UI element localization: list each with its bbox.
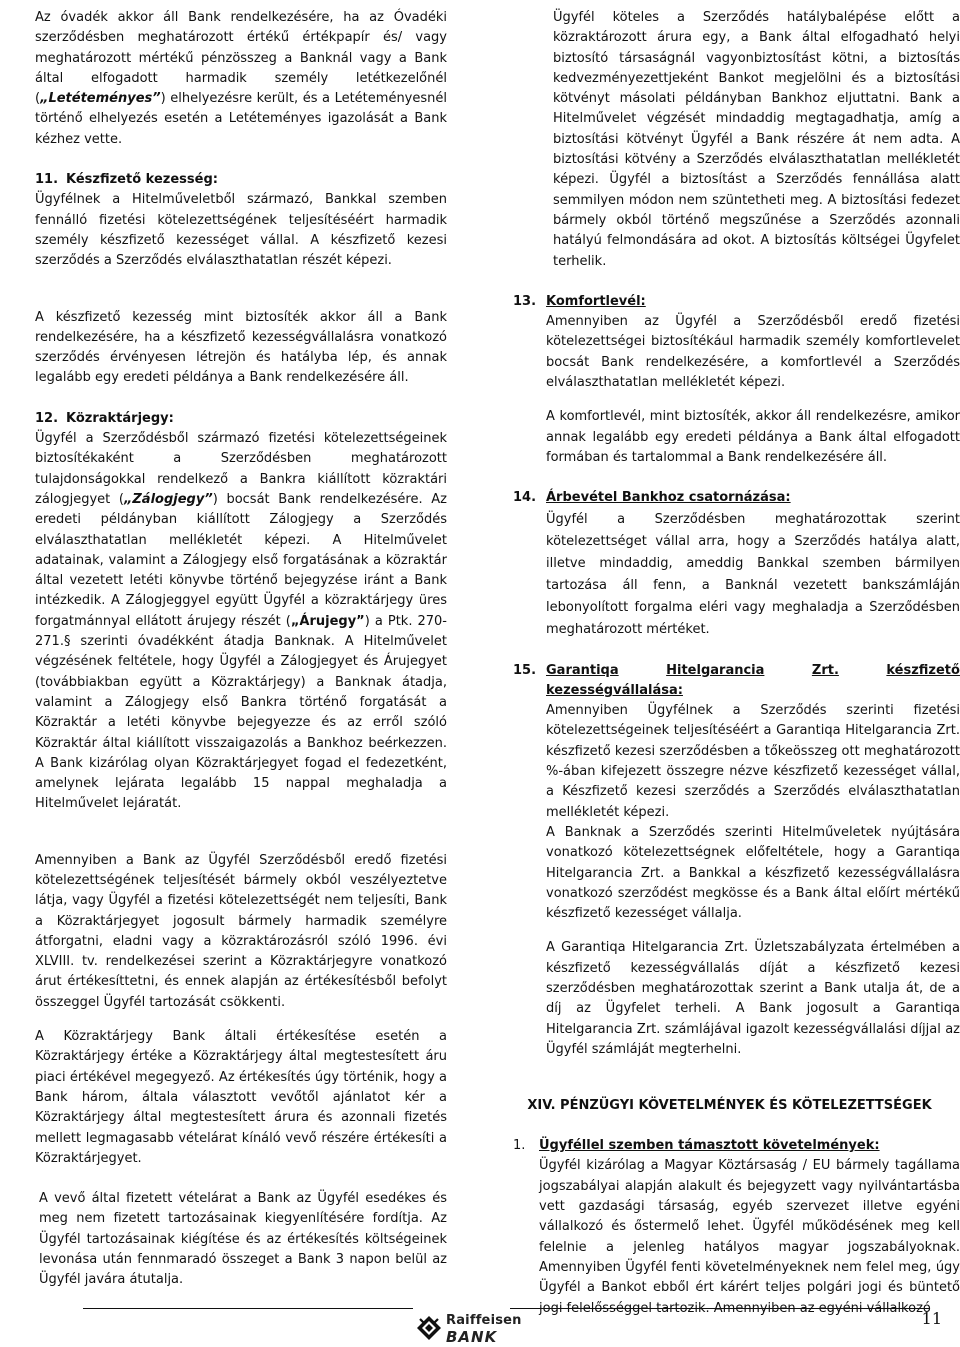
section-heading: Közraktárjegy: <box>66 410 174 426</box>
paragraph-kozraktarjegy-1: Ügyfél a Szerződésből származó fizetési kötelezettségeinek biztosítékaként a Szerződésben meghatározott tulajdonságokkal rendelkező a Bankra kiállított közraktári zálogjegyet („Zálogjegy”) bocsát Bank rendelkezésére. Az eredeti példányban kiállított Zálogjegy a Szerződés elválaszthatatlan mellékletét képezi. A Hitelművelet adatainak, valamint a Zálogjegy első forgatásának a közraktár által vezetett letéti könyvbe történő bejegyzése iránt a Bank intézkedik. A Zálogjeggyel együtt Ügyfél a közraktárjegy üres forgatmánnyal ellátott árujegy részét („Árujegy”) a Ptk. 270-271.§ szerinti óvadékként átadja Banknak. A Hitelművelet végzésének feltétele, hogy Ügyfél a Zálogjegyet és Árujegyet (továbbiakban együtt a Közraktárjegy) a Banknak átadja, valamint a Zálogjegy első Bankra történő forgatását a Közraktár a letéti könyvbe bejegyezze és az erről szóló Közraktár által kiállított visszaigazolás a Bankhoz beérkezzen. A Bank kizárólag olyan Közraktárjegyet fogad el fedezetként, amelynek lejárata legalább 15 nappal meghaladja a Hitelművelet lejáratát. <box>35 431 447 812</box>
section-number: 1. <box>513 1138 526 1154</box>
logo-text-raiffeisen: Raiffeisen <box>446 1313 522 1328</box>
paragraph-komfortlevel-2: A komfortlevél, mint biztosíték, akkor áll rendelkezésre, amikor annak legalább egy eredeti példánya a Bank által elfogadott formában és tartalommal a Bank rendelkezésére áll. <box>546 409 960 465</box>
section-14 <box>513 488 960 508</box>
paragraph-garantiqa-2: A Banknak a Szerződés szerinti Hitelműveletek nyújtására vonatkozó kötelezettségnek előfeltétele, hogy a Garantiqa Hitelgarancia Zrt. a Bankkal a készfizető kezességvállalásra vonatkozó szerződést megkösse és a Bank által előírt mértékű készfizető kezességet vállalja. <box>546 824 960 922</box>
footer-rule-right <box>510 1308 930 1309</box>
raiffeisen-logo <box>416 1313 522 1347</box>
logo-text-bank: BANK <box>446 1328 498 1346</box>
section-15 <box>513 661 960 702</box>
section-heading: Komfortlevél: <box>546 293 646 309</box>
paragraph-komfortlevel-1: Amennyiben az Ügyfél a Szerződésből eredő fizetési kötelezettségei biztosítékául harmadik személy komfortlevelet bocsát Bank rendelkezésére, a komfortlevél a Szerződés elválaszthatatlan mellékletét képezi. <box>546 314 960 391</box>
section-heading: Garantiqa Hitelgarancia Zrt. készfizető <box>546 662 960 678</box>
section-number: 12. <box>35 410 59 426</box>
left-column <box>35 8 447 1291</box>
section-heading: Ügyféllel szemben támasztott követelmények: <box>539 1138 880 1154</box>
paragraph-kozraktarjegy-3: A Közraktárjegy Bank általi értékesítése esetén a Közraktárjegy értéke a Közraktárjegy által megtestesített áru piaci értékével megegyező. Az értékesítés úgy történik, hogy a Bank három, általa választott vevőtől ajánlatot kér a Közraktárjegy által megtestesített árura és azonnali fizetés mellett legmagasabb vételárat kínáló vevő részére értékesíti a Közraktárjegyet. <box>35 1029 447 1166</box>
paragraph-ugyfel-kovetelmenyek: Ügyfél kizárólag a Magyar Köztársaság / EU bármely tagállama jogszabályai alapján alakult és bejegyzett vagy nyilvántartásba vett gazdasági társaság, egyéb szervezet illetve egyéni vállalkozó és őstermelő lehet. Ügyfél működésének meg kell felelnie a jelenleg hatályos magyar jogszabályoknak. Amennyiben Ügyfél fenti követelményeknek nem felel meg, úgy Ügyfél a Bankot ebből ért kárért teljes polgári jogi és büntető jogi felelősséggel tartozik. Amennyiben az egyéni vállalkozó <box>539 1158 960 1316</box>
paragraph-kezesseg-2: A készfizető kezesség mint biztosíték akkor áll a Bank rendelkezésére, ha a készfizető kezességvállalásra vonatkozó szerződés érvényesen létrejön és hatályba lép, és annak legalább egy eredeti példánya a Bank rendelkezésére áll. <box>35 309 447 386</box>
section-number: 15. <box>513 662 537 678</box>
section-number: 14. <box>513 490 537 506</box>
section-heading: Árbevétel Bankhoz csatornázása: <box>546 490 791 506</box>
section-number: 11. <box>35 172 59 188</box>
paragraph-biztositas: Ügyfél köteles a Szerződés hatálybalépése előtt a közraktározott árura egy, a Bank által elfogadható helyi biztosító társaságnál vagyonbiztosítást kötni, a biztosítás kedvezményezettjeként Bankot megjelölni és a biztosítási kötvényt másolati példányban Bankhoz eljuttatni. Bank a Hitelművelet végzését mindaddig megtagadhatja, amíg a biztosítási kötvényt Ügyfél a Bank részére át nem adta. A biztosítási kötvény a Szerződés elválaszthatatlan mellékletét képezi. Ügyfél a biztosítást a Szerződés fennállása alatt semmilyen módon nem szüntetheti meg. A biztosítási fedezet bármely okból történő megszűnése a Szerződés azonnali hatályú felmondására ad okot. A biztosítás költségei Ügyfelet terhelik. <box>553 10 960 269</box>
paragraph-kozraktarjegy-2: Amennyiben a Bank az Ügyfél Szerződésből eredő fizetési kötelezettségének teljesítését bármely okból veszélyeztetve látja, vagy Ügyfél a fizetési kötelezettségét nem teljesíti, Bank a Közraktárjegyet jogosult bármely harmadik személyre átforgatni, eladni vagy a közraktározásról szóló 1996. évi XLVIII. tv. rendelkezései szerint a Közraktárjegyre vonatkozó árut értékesíttetni, és ennek alapján az értékesítésből befolyt összeggel Ügyfél tartozását csökkenti. <box>35 852 447 1010</box>
section-heading: Készfizető kezesség: <box>66 172 218 188</box>
section-11 <box>35 170 447 190</box>
section-number: 13. <box>513 293 537 309</box>
footer-rule-left <box>83 1308 413 1309</box>
raiffeisen-horse-heads-icon <box>416 1315 442 1341</box>
paragraph-kozraktarjegy-4: A vevő által fizetett vételárat a Bank az Ügyfél esedékes és meg nem fizetett tartozásainak kiegyenlítésére fordítja. Az Ügyfél tartozásainak kiégítése és az értékesítés költségeinek levonása után fennmaradó összeget a Bank 3 napon belül az Ügyfél javára átutalja. <box>39 1191 447 1288</box>
paragraph-garantiqa-1: Amennyiben Ügyfélnek a Szerződés szerinti fizetési kötelezettségeinek teljesítéséért a Garantiqa Hitelgarancia Zrt. készfizető kezesi szerződésben a tőkeösszeg ott meghatározott %-ában kifejezett összegre nézve készfizető kezességet vállal, a Készfizető kezesi szerződés a Szerződés elválaszthatatlan mellékletét képezi. <box>546 703 960 820</box>
paragraph-ovadek: Az óvadék akkor áll Bank rendelkezésére, ha az Óvadéki szerződésben meghatározott értékű értékpapír és/ vagy meghatározott mértékű pénzösszeg a Banknál vagy a Bank által elfogadott harmadik személy letétkezelőnél („Letéteményes”) elhelyezésre került, és a Letéteményesnél történő elhelyezés esetén a Letéteményes igazolását a Bank kézhez vette. <box>35 10 447 147</box>
section-heading-cont: kezességvállalása: <box>546 682 683 698</box>
paragraph-garantiqa-3: A Garantiqa Hitelgarancia Zrt. Üzletszabályzata értelmében a készfizető kezességvállalás díját a készfizető kezesi szerződésben meghatározottak szerint a Bank utalja át, de a díj az Ügyfelet terheli. A Bank jogosult a Garantiqa Hitelgarancia Zrt. számlájával igazolt kezességvállalási díjjal az Ügyfél számláját megterhelni. <box>546 940 960 1057</box>
page-number: 11 <box>921 1309 942 1328</box>
paragraph-kezesseg-1: Ügyfélnek a Hitelműveletből származó, Bankkal szemben fennálló fizetési kötelezettségének teljesítéséért harmadik személy készfizető kezességet vállal. A készfizető kezesi szerződés a Szerződés elválaszthatatlan részét képezi. <box>35 192 447 269</box>
paragraph-arbevetel: Ügyfél a Szerződésben meghatározottak szerint kötelezettséget vállal arra, hogy a Szerződés hatálya alatt, illetve mindaddig, ameddig Bankkal szemben bármilyen tartozása áll fenn, a Banknál vezetett bankszámláján lebonyolított forgalma eléri vagy meghaladja a Szerződésben meghatározott mértéket. <box>546 511 960 637</box>
right-column <box>513 8 960 1319</box>
section-12 <box>35 409 447 429</box>
section-xiv-1 <box>513 1136 960 1156</box>
chapter-title: XIV. PÉNZÜGYI KÖVETELMÉNYEK ÉS KÖTELEZETTSÉGEK <box>527 1098 932 1114</box>
section-13 <box>513 292 960 312</box>
